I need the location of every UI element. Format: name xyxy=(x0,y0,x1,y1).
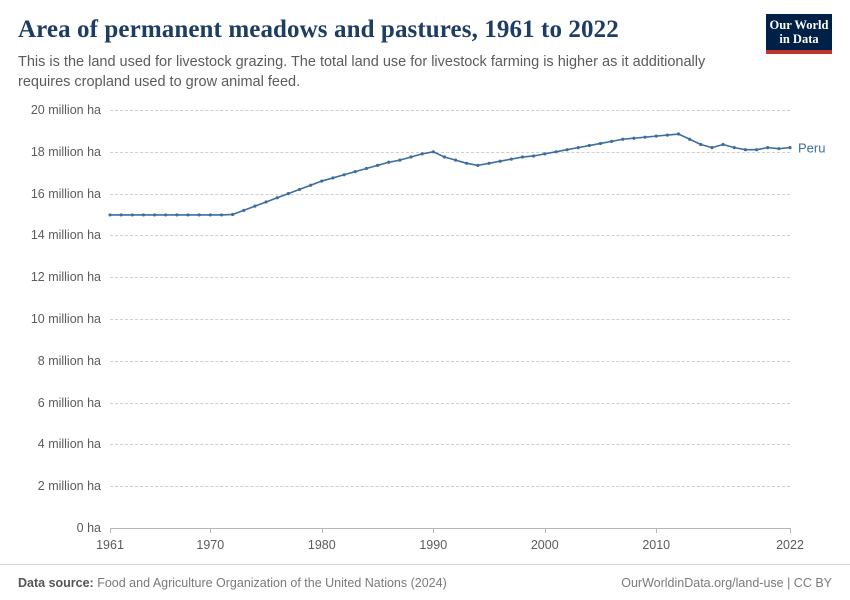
series-point xyxy=(733,146,736,149)
series-point xyxy=(476,164,479,167)
series-point xyxy=(655,135,658,138)
series-point xyxy=(554,150,557,153)
x-axis-tick-label: 1961 xyxy=(96,538,124,552)
series-point xyxy=(688,138,691,141)
x-axis-tick-mark xyxy=(110,528,111,533)
page-subtitle: This is the land used for livestock grazing. The total land use for livestock farming is higher as it additionally requires cropland used to grow animal feed. xyxy=(18,54,706,90)
chart-area xyxy=(18,96,832,556)
series-point xyxy=(487,162,490,165)
series-line xyxy=(110,134,790,215)
series-point xyxy=(432,150,435,153)
x-axis-tick-label: 1990 xyxy=(419,538,448,552)
series-point xyxy=(677,132,680,135)
series-point xyxy=(643,136,646,139)
x-axis-tick-label: 2022 xyxy=(776,538,804,552)
series-point xyxy=(376,164,379,167)
series-point xyxy=(788,146,791,149)
series-point xyxy=(632,137,635,140)
y-axis-tick-label: 6 million ha xyxy=(37,395,101,410)
series-point xyxy=(777,147,780,150)
series-point xyxy=(264,200,267,203)
series-point xyxy=(108,213,111,216)
data-source xyxy=(18,576,447,590)
series-point xyxy=(465,162,468,165)
series-point xyxy=(131,213,134,216)
series-point xyxy=(220,213,223,216)
series-point xyxy=(610,140,613,143)
series-point xyxy=(699,143,702,146)
series-point xyxy=(454,159,457,162)
series-point xyxy=(209,213,212,216)
series-point xyxy=(409,155,412,158)
series-point xyxy=(164,213,167,216)
data-source-text: Food and Agriculture Organization of the United Nations (2024) xyxy=(97,575,447,590)
series-point xyxy=(343,173,346,176)
series-point xyxy=(186,213,189,216)
series-point xyxy=(577,146,580,149)
y-axis-tick-label: 0 ha xyxy=(76,521,101,535)
series-point xyxy=(510,158,513,161)
attribution[interactable]: OurWorldinData.org/land-use | CC BY xyxy=(621,575,832,590)
y-axis-tick-label: 16 million ha xyxy=(30,186,101,201)
series-point xyxy=(287,192,290,195)
series-point xyxy=(175,213,178,216)
y-axis-tick-label: 18 million ha xyxy=(30,144,101,159)
series-point xyxy=(242,209,245,212)
y-axis-tick-label: 8 million ha xyxy=(37,353,101,368)
series-point xyxy=(599,142,602,145)
owid-logo-line1: Our World xyxy=(769,18,829,32)
series-point xyxy=(331,176,334,179)
series-point xyxy=(565,148,568,151)
series-point xyxy=(543,152,546,155)
series-point xyxy=(253,205,256,208)
series-point xyxy=(387,161,390,164)
series-point xyxy=(153,213,156,216)
series-point xyxy=(588,144,591,147)
series-point xyxy=(398,159,401,162)
x-axis-tick-mark xyxy=(210,528,211,533)
series-point xyxy=(666,133,669,136)
chart-footer xyxy=(0,564,850,600)
series-point xyxy=(198,213,201,216)
x-axis-tick-label: 1980 xyxy=(307,538,336,552)
series-point xyxy=(744,148,747,151)
x-axis-tick-mark xyxy=(656,528,657,533)
series-point xyxy=(755,148,758,151)
series-point xyxy=(710,146,713,149)
series-point xyxy=(309,184,312,187)
y-axis-tick-label: 20 million ha xyxy=(30,103,101,117)
series-point xyxy=(766,146,769,149)
y-axis-tick-label: 4 million ha xyxy=(37,437,101,452)
series-point xyxy=(365,167,368,170)
series-point xyxy=(722,143,725,146)
x-axis-tick-mark xyxy=(322,528,323,533)
owid-logo[interactable] xyxy=(766,14,832,54)
series-point xyxy=(421,152,424,155)
y-axis-tick-label: 2 million ha xyxy=(37,479,101,494)
plot-region[interactable] xyxy=(30,103,826,535)
y-axis-tick-label: 12 million ha xyxy=(30,270,101,285)
x-axis-tick-mark xyxy=(433,528,434,533)
series-point xyxy=(499,160,502,163)
y-axis-tick-label: 10 million ha xyxy=(30,312,101,326)
series-point xyxy=(521,155,524,158)
series-point xyxy=(120,213,123,216)
x-axis-tick-mark xyxy=(790,528,791,533)
series-point xyxy=(443,155,446,158)
series-point xyxy=(298,188,301,191)
x-axis-tick-label: 1970 xyxy=(196,538,225,552)
x-axis xyxy=(96,528,804,556)
page-title: Area of permanent meadows and pastures, 1961 to 2022 xyxy=(18,16,619,43)
x-axis-tick-label: 2000 xyxy=(530,538,559,552)
series-label-peru: Peru xyxy=(798,140,826,156)
series-point xyxy=(231,213,234,216)
series-point xyxy=(276,196,279,199)
series-point xyxy=(354,170,357,173)
data-source-label: Data source: xyxy=(18,575,94,590)
series-point xyxy=(621,138,624,141)
series-point xyxy=(532,154,535,157)
series-layer xyxy=(110,110,790,528)
owid-logo-line2: in Data xyxy=(779,32,819,46)
x-axis-tick-label: 2010 xyxy=(642,538,671,552)
series-point xyxy=(142,213,145,216)
x-axis-tick-mark xyxy=(545,528,546,533)
y-axis-tick-label: 14 million ha xyxy=(30,228,101,243)
series-point xyxy=(320,179,323,182)
